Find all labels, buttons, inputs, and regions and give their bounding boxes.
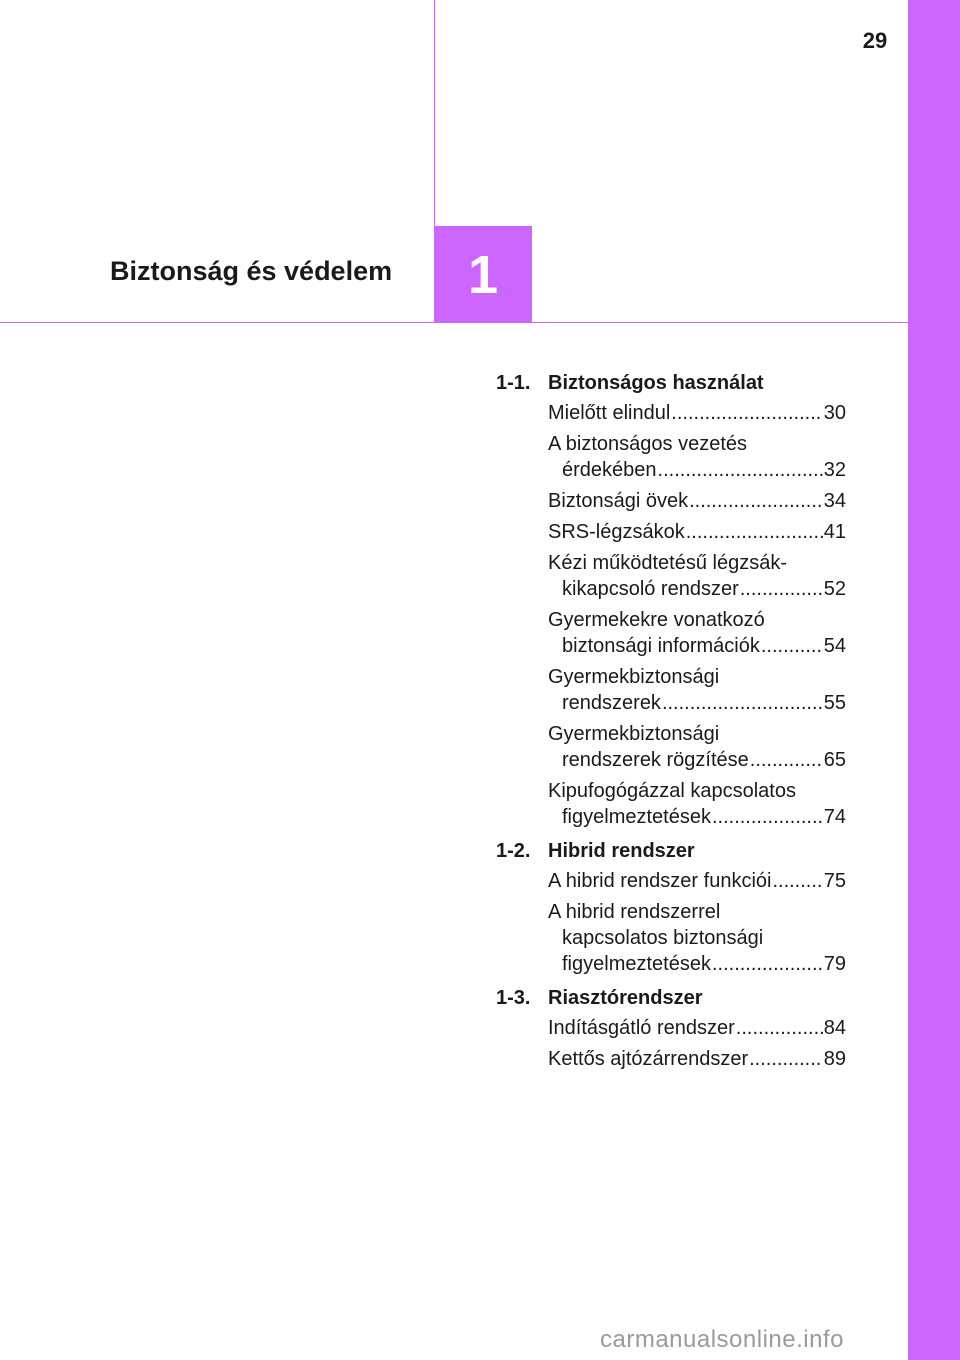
toc-entry-line (548, 1046, 846, 1072)
toc-section-heading (496, 368, 846, 398)
toc-entry-text: Kipufogógázzal kapcsolatos (548, 780, 796, 802)
toc-section-heading (496, 983, 846, 1013)
dot-leader (712, 951, 823, 977)
toc-entry-text: SRS-légzsákok (548, 521, 685, 543)
toc-entry-text: kikapcsoló rendszer (562, 578, 739, 600)
toc-page-number: 55 (823, 692, 846, 714)
page-number: 29 (862, 28, 888, 53)
toc-entry-text: Gyermekekre vonatkozó (548, 609, 765, 631)
toc-page-number: 41 (823, 521, 846, 543)
toc-entry-text: figyelmeztetések (562, 806, 711, 828)
toc-page-number: 34 (823, 490, 846, 512)
toc-entry[interactable] (548, 488, 846, 514)
toc-entry-text: rendszerek rögzítése (562, 749, 749, 771)
toc-entry-text: A biztonságos vezetés (548, 433, 748, 455)
toc-entry[interactable] (548, 1015, 846, 1041)
toc-entry-text: biztonsági információk (562, 635, 760, 657)
dot-leader (750, 747, 823, 773)
vertical-rule (434, 0, 435, 226)
dot-leader (689, 488, 823, 514)
dot-leader (712, 804, 823, 830)
toc-entry-line (548, 519, 846, 545)
toc-entry-line (548, 690, 846, 716)
dot-leader (686, 519, 823, 545)
dot-leader (658, 457, 823, 483)
toc-entry-list (548, 1015, 846, 1072)
toc-entry-text: rendszerek (562, 692, 661, 714)
table-of-contents (496, 368, 846, 1078)
toc-entry[interactable] (548, 607, 846, 659)
section-title: Riasztórendszer (548, 987, 703, 1009)
toc-entry-list (548, 400, 846, 830)
toc-entry-text: Indításgátló rendszer (548, 1017, 735, 1039)
chapter-side-tab (908, 0, 960, 1360)
toc-entry-text: érdekében (562, 459, 657, 481)
toc-entry-line (548, 400, 846, 426)
toc-entry-text: Gyermekbiztonsági (548, 723, 720, 745)
toc-page-number: 52 (823, 578, 846, 600)
dot-leader (671, 400, 822, 426)
toc-entry-text: A hibrid rendszerrel (548, 901, 721, 923)
toc-entry[interactable] (548, 550, 846, 602)
toc-entry-line (548, 488, 846, 514)
toc-entry-line (548, 747, 846, 773)
dot-leader (749, 1046, 823, 1072)
toc-page-number: 54 (823, 635, 846, 657)
section-number: 1-1. (496, 372, 531, 394)
toc-entry-text: kapcsolatos biztonsági (562, 927, 764, 949)
toc-entry[interactable] (548, 1046, 846, 1072)
toc-entry-line (548, 576, 846, 602)
dot-leader (740, 576, 823, 602)
toc-entry[interactable] (548, 899, 846, 977)
toc-page-number: 89 (823, 1048, 846, 1070)
toc-entry-line (548, 868, 846, 894)
toc-entry[interactable] (548, 664, 846, 716)
toc-entry-text: Kettős ajtózárrendszer (548, 1048, 749, 1070)
section-number: 1-3. (496, 987, 531, 1009)
toc-page-number: 84 (823, 1017, 846, 1039)
toc-entry-text: figyelmeztetések (562, 953, 711, 975)
chapter-number-box: 1 (434, 226, 532, 323)
toc-page-number: 30 (823, 402, 846, 424)
dot-leader (736, 1015, 823, 1041)
toc-entry-line (548, 1015, 846, 1041)
toc-entry[interactable] (548, 868, 846, 894)
section-title: Hibrid rendszer (548, 840, 695, 862)
toc-section-heading (496, 836, 846, 866)
toc-entry-list (548, 868, 846, 977)
toc-entry-text: A hibrid rendszer funkciói (548, 870, 772, 892)
dot-leader (662, 690, 823, 716)
toc-page-number: 74 (823, 806, 846, 828)
dot-leader (772, 868, 822, 894)
toc-entry-text: Biztonsági övek (548, 490, 689, 512)
toc-entry-line (548, 951, 846, 977)
toc-entry[interactable] (548, 519, 846, 545)
toc-entry-text: Kézi működtetésű légzsák- (548, 552, 788, 574)
toc-page-number: 79 (823, 953, 846, 975)
section-title: Biztonságos használat (548, 372, 764, 394)
toc-page-number: 75 (823, 870, 846, 892)
toc-page-number: 32 (823, 459, 846, 481)
toc-entry-line (548, 457, 846, 483)
toc-entry-line (548, 633, 846, 659)
section-number: 1-2. (496, 840, 531, 862)
toc-entry[interactable] (548, 778, 846, 830)
toc-entry-text: Mielőtt elindul (548, 402, 671, 424)
toc-page-number: 65 (823, 749, 846, 771)
dot-leader (761, 633, 823, 659)
chapter-title: Biztonság és védelem (110, 256, 393, 286)
watermark: carmanualsonline.info (600, 1326, 844, 1353)
toc-entry[interactable] (548, 721, 846, 773)
toc-entry-text: Gyermekbiztonsági (548, 666, 720, 688)
toc-entry[interactable] (548, 400, 846, 426)
toc-entry[interactable] (548, 431, 846, 483)
toc-entry-line (548, 804, 846, 830)
